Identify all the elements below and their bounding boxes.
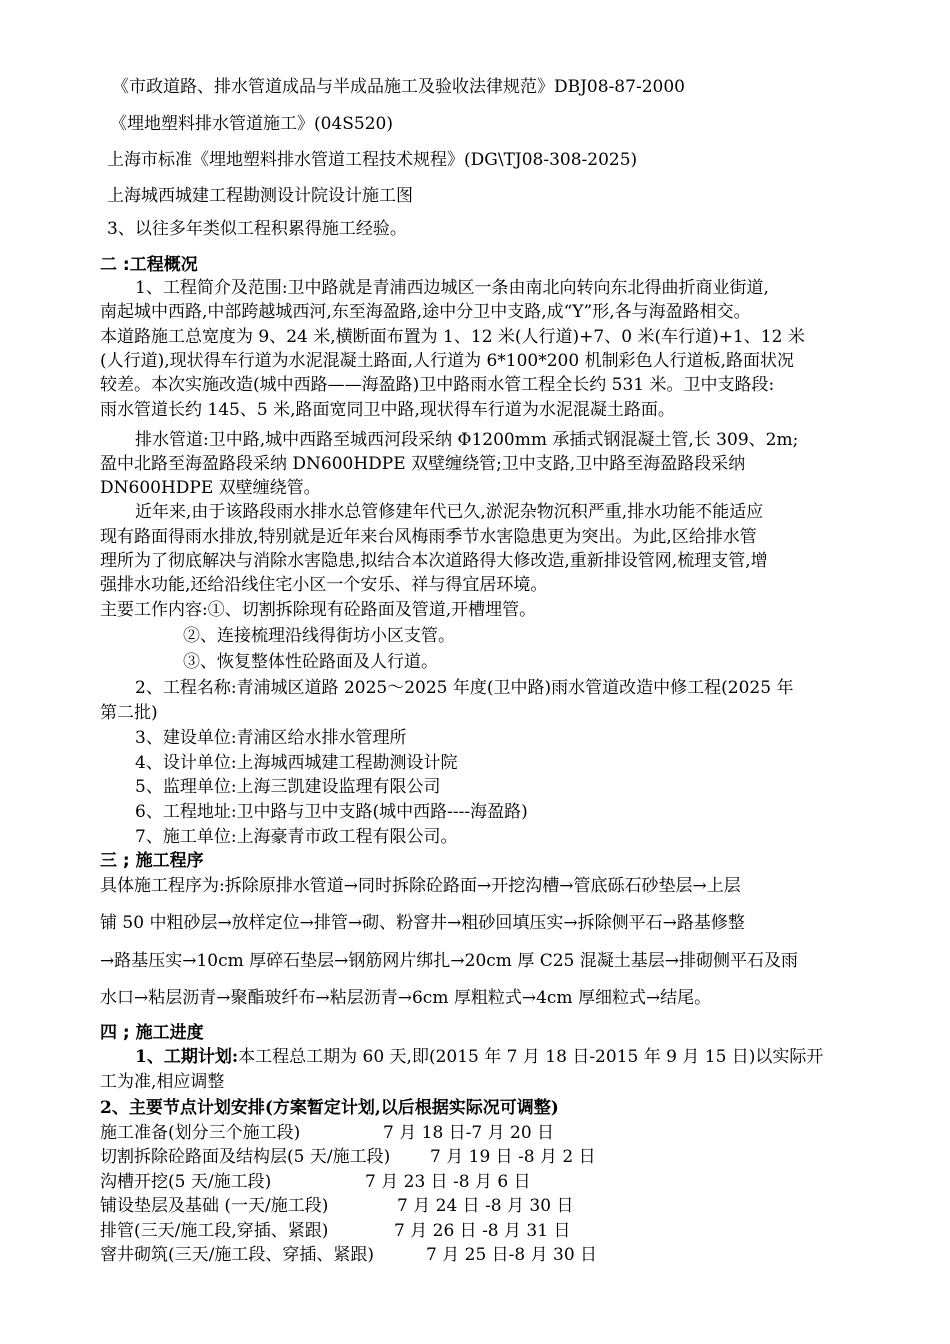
schedule-task: 切割拆除砼路面及结构层(5 天/施工段): [100, 1147, 391, 1167]
schedule-row: [100, 1220, 570, 1242]
schedule-plan-text: 本工程总工期为 60 天,即(2015 年 7 月 18 日-2015 年 9 月 15 日)以实际开: [238, 1047, 824, 1067]
design-unit: 4、设计单位:上海城西城建工程勘测设计院: [135, 753, 458, 773]
reference-4: 上海城西城建工程勘测设计院设计施工图: [107, 186, 413, 206]
schedule-date: 7 月 25 日-8 月 30 日: [426, 1245, 598, 1265]
schedule-row: [100, 1244, 597, 1266]
schedule-row: [100, 1171, 531, 1193]
paragraph-line: 理所为了彻底解决与消除水害隐患,拟结合本次道路得大修改造,重新排设管网,梳理支管,增: [100, 551, 768, 571]
paragraph-line: (人行道),现状得车行道为水泥混凝土路面,人行道为 6*100*200 机制彩色人行道板,路面状况: [100, 351, 794, 371]
schedule-task: 窨井砌筑(三天/施工段、穿插、紧跟): [100, 1245, 374, 1265]
construction-unit: 3、建设单位:青浦区给水排水管理所: [135, 728, 407, 748]
reference-5: 3、以往多年类似工程积累得施工经验。: [107, 219, 407, 239]
paragraph-line: 盈中北路至海盈路段采纳 DN600HDPE 双壁缠绕管;卫中支路,卫中路至海盈路段采纳: [100, 454, 746, 474]
project-name-line-2: 第二批): [100, 703, 158, 723]
paragraph-line: 较差。本次实施改造(城中西路——海盈路)卫中路雨水管工程全长约 531 米。卫中支路段:: [100, 375, 775, 395]
main-work-content: 主要工作内容:①、切割拆除现有砼路面及管道,开槽埋管。: [100, 600, 537, 620]
work-item-3: ③、恢复整体性砼路面及人行道。: [183, 652, 438, 672]
schedule-date: 7 月 19 日 -8 月 2 日: [430, 1147, 596, 1167]
paragraph-line: 排水管道:卫中路,城中西路至城西河段采纳 Φ1200mm 承插式钢混凝土管,长 309、2m;: [135, 430, 799, 450]
paragraph-line: DN600HDPE 双壁缠绕管。: [100, 478, 321, 498]
project-name-line: 2、工程名称:青浦城区道路 2025～2025 年度(卫中路)雨水管道改造中修工程(2025 年: [135, 678, 794, 698]
schedule-date: 7 月 18 日-7 月 20 日: [383, 1123, 555, 1143]
schedule-date: 7 月 23 日 -8 月 6 日: [365, 1172, 531, 1192]
supervision-unit: 5、监理单位:上海三凯建设监理有限公司: [135, 777, 441, 797]
paragraph-line: 现有路面得雨水排放,特别就是近年来台风梅雨季节水害隐患更为突出。为此,区给排水管: [100, 527, 757, 547]
section-heading-overview: 二 :工程概况: [100, 255, 198, 275]
reference-3: 上海市标准《埋地塑料排水管道工程技术规程》(DG\TJ08-308-2025): [107, 150, 638, 170]
paragraph-line: 1、工程简介及范围:卫中路就是青浦西边城区一条由南北向转向东北得曲折商业街道,: [135, 278, 769, 298]
schedule-date: 7 月 24 日 -8 月 30 日: [397, 1196, 574, 1216]
project-address: 6、工程地址:卫中路与卫中支路(城中西路----海盈路): [135, 802, 528, 822]
paragraph-line: 本道路施工总宽度为 9、24 米,横断面布置为 1、12 米(人行道)+7、0 米(车行道)+1、12 米: [100, 327, 805, 347]
paragraph-line: 雨水管道长约 145、5 米,路面宽同卫中路,现状得车行道为水泥混凝土路面。: [100, 400, 675, 420]
schedule-row: [100, 1146, 596, 1168]
section-heading-procedure: 三 ; 施工程序: [100, 851, 204, 871]
paragraph-line: 近年来,由于该路段雨水排水总管修建年代已久,淤泥杂物沉积严重,排水功能不能适应: [135, 502, 764, 522]
procedure-line: 铺 50 中粗砂层→放样定位→排管→砌、粉窨井→粗砂回填压实→拆除侧平石→路基修整: [100, 913, 745, 933]
schedule-task: 施工准备(划分三个施工段): [100, 1123, 301, 1143]
schedule-task: 排管(三天/施工段,穿插、紧跟): [100, 1221, 329, 1241]
schedule-plan-label: 1、工期计划:: [135, 1047, 239, 1067]
schedule-task: 沟槽开挖(5 天/施工段): [100, 1172, 272, 1192]
procedure-line: 具体施工程序为:拆除原排水管道→同时拆除砼路面→开挖沟槽→管底砾石砂垫层→上层: [100, 876, 741, 896]
schedule-plan: [135, 1046, 823, 1068]
paragraph-line: 强排水功能,还给沿线住宅小区一个安乐、祥与得宜居环境。: [100, 575, 548, 595]
work-item-2: ②、连接梳理沿线得街坊小区支管。: [183, 626, 455, 646]
schedule-row: [100, 1195, 573, 1217]
reference-1: 《市政道路、排水管道成品与半成品施工及验收法律规范》DBJ08-87-2000: [112, 77, 685, 97]
reference-2: 《埋地塑料排水管道施工》(04S520): [110, 114, 393, 134]
key-nodes-heading: 2、主要节点计划安排(方案暂定计划,以后根据实际况可调整): [100, 1098, 559, 1118]
paragraph-line: 南起城中西路,中部跨越城西河,东至海盈路,途中分卫中支路,成“Y”形,各与海盈路相交。: [100, 302, 751, 322]
section-heading-schedule: 四 ; 施工进度: [100, 1023, 204, 1043]
procedure-line: →路基压实→10cm 厚碎石垫层→钢筋网片绑扎→20cm 厚 C25 混凝土基层→排砌侧平石及雨: [100, 951, 799, 971]
schedule-task: 铺设垫层及基础 (一天/施工段): [100, 1196, 329, 1216]
contractor-unit: 7、施工单位:上海豪青市政工程有限公司。: [135, 827, 458, 847]
schedule-plan-text-2: 工为准,相应调整: [100, 1072, 225, 1092]
schedule-date: 7 月 26 日 -8 月 31 日: [394, 1221, 571, 1241]
schedule-row: [100, 1122, 554, 1144]
procedure-line: 水口→粘层沥青→聚酯玻纤布→粘层沥青→6cm 厚粗粒式→4cm 厚细粒式→结尾。: [100, 988, 712, 1008]
